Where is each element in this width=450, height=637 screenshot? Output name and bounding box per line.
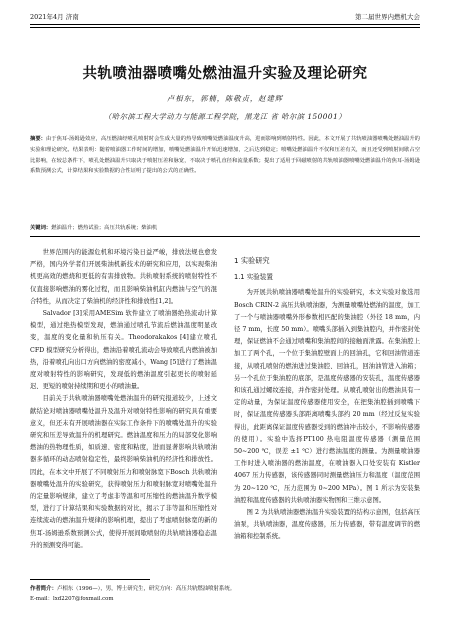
footnote-label: 作者简介：: [30, 586, 57, 592]
footnote-text: 卢相东（1996—），男，博士研究生，研究方向：高压共轨燃油喷射系统。: [56, 586, 236, 592]
affiliation: （哈尔滨工程大学动力与能源工程学院，黑龙江 省 哈尔滨 150001）: [103, 112, 347, 121]
paper-title: 共轨喷油器喷嘴处燃油温升实验及理论研究: [82, 66, 368, 82]
header-right: 第二届世界内燃机大会: [355, 13, 420, 21]
subsection-heading-1-1: 1.1 实验装置: [234, 273, 273, 282]
section-heading-1: 1 实验研究: [234, 256, 270, 265]
header-rule: [30, 24, 420, 25]
abstract-text: 由于焦耳-汤姆逊效应，高压燃油经喷孔喷射时会生成大量的热导致喷嘴处燃油温度升高，进而影响到喷射特性。因此，本文开展了共轨喷油器喷嘴处燃油温升的实验和理论研究。结果表明：随着喷油器工作时间的增加，喷嘴处燃油温升开始迅速增加，之后达到稳定；喷嘴处燃油温升不仅和压差有关，而且还受到喷射间歇占空比影响，在较总条件下，喷孔处燃油温升只取决于喷射压差和脉宽，不取决于喷孔直径和流量系数；提出了适用于回磁喷射的共轨喷油器喷嘴处燃油温升的焦耳-汤姆逊系数预测公式，计算结果和实验数据的合性证明了提出的公式的正确性。: [30, 136, 420, 175]
header-left: 2021年4月 济南: [30, 13, 79, 21]
footnote-rule: [30, 579, 150, 580]
body-paragraph-1: 为开展共轨喷油器喷嘴处温升的实验研究，本文实验对象选用Bosch CRIN-2 高压共轨喷油器，为测量喷嘴处燃油的温度，加工了一个与喷油器喷嘴外形参数相匹配的集油腔（外径 18 mm，内径 7 mm，长度 50 mm）。喷嘴头部插入到集油腔内，并作密封处理，保证燃油不会通过喷嘴和集油腔间的接触面泄露。在集油腔上加工了两个孔，一个位于集油腔壁面上的回油孔，它和回油管道连接，从喷孔喷射的燃油进过集油腔、回油孔，回油油管进入油箱；另一个孔位于集油腔的底部，是温度传感器的安装孔，温度传感器和该孔通过螺纹连接，并作密封处理。从喷孔喷射出的燃油具有一定的动量，为保证温度传感器使用安全，在把集油腔插到喷嘴下时，保证温度传感器头部距离喷嘴头部约 20 mm（经过反复实验得出，此距离保证温度传感器受到的燃油冲击较小，不影响传感器的使用）。实验中选择PT100 热电阻温度传感器（测量范围 50~200 ℃，误差 ±1 ℃）进行燃油温度的测量。为测量喷油器工作时进入喷油器的燃油温度，在喷油器入口处安装有 Kistler 4067 压力传感器，该传感器同时测量燃油压力和温度（温度范围为 20~120 ℃，压力范围为 0~200 MPa）。图 1 所示为安装集油腔和温度传感器的共轨喷油器实物图和三维示意图。: [234, 289, 420, 504]
left-column: [30, 247, 217, 552]
right-column: [234, 247, 420, 544]
running-header: [30, 12, 420, 21]
keywords-label: 关键词：: [30, 225, 52, 231]
keywords-rule: [30, 236, 420, 237]
intro-paragraph-1: 世界范围内的能源危机和环境污染日益严峻，排放法规也愈发严格，国内外学者们开展柴油机新技术的研究和应用，以实现柴油机更高效的燃烧和更低的有害排放物。共轨喷射系统的喷射特性不仅直接影响燃油的雾化过程，而且影响柴油机缸内燃油与空气的混合特性，从而决定了柴油机的经济性和排放性[1,2]。: [30, 249, 217, 305]
author-footnote: [30, 585, 420, 604]
author-list: 卢相东，郭楠，陈敬贞，赵建辉: [166, 94, 284, 103]
body-paragraph-2: 图 2 为共轨喷油器燃油温升实验装置的结构示意图，包括高压油泵，共轨喷油器，温度传感器，压力传感器，带有温度调节的燃油箱和控制系统。: [234, 509, 420, 541]
email-address: lxd2207@foxmail.com: [53, 595, 114, 602]
keywords-text: 燃油温升；燃热试验；高压共轨系统；柴油机: [51, 225, 158, 231]
abstract: [30, 134, 420, 177]
email-label: E-mail：: [30, 595, 54, 602]
keywords: [30, 223, 420, 231]
intro-paragraph-2: Salvador [3]采用AMESim 软件建立了喷油器绝热流动计算模型，通过绝热模型发现，燃油通过喷孔节流后燃油温度明显改变，温度的变化量和轨压有关。Theodorakakos [4]建立喷孔 CFD 模型研究分析得出，燃油沿着喷孔流动会导致喷孔内燃油被加热，沿着喷孔向出口方向燃油的密度减小，Wang [5]进行了燃油温度对喷射特性的影响研究，发现低的燃油温度引起更长的喷射延迟、更短的喷射持续期和更小的喷油量。: [30, 310, 217, 391]
header-rule-thin: [30, 27, 420, 28]
intro-paragraph-3: 目前关于共轨喷油器喷嘴处燃油温升的研究报道较少，上述文献结论对喷油器喷嘴处温升及温升对喷射特性影响的研究具有重要意义，但还未有开展喷油器在实际工作条件下的喷嘴处温升的实验研究和压差导致温升的机理研究。燃油温度和压力的局部变化影响燃油的热物理性质，如质速、密度和粘度，进而显著影响共轨喷油器多循环的动态喷射稳定性，最终影响柴油机的经济性和排放性。因此，在本文中开展了不同喷射压力和喷射脉宽下Bosch 共轨喷油器喷嘴处温升的实验研究，获得喷射压力和喷射脉宽对喷嘴处温升的定量影响规律，建立了考虑非等温和可压缩性的燃油温升数学模型，进行了计算结果和实验数据的对比，揭示了非等温和压缩性对连续流动的燃油温升规律的影响机理，提出了考虑喷射脉宽的新的焦耳-汤姆逊系数预测公式，使得开展间歇喷射的共轨喷油器稳态温升的预测变得可能。: [30, 395, 217, 549]
abstract-label: 摘要：: [30, 136, 46, 142]
